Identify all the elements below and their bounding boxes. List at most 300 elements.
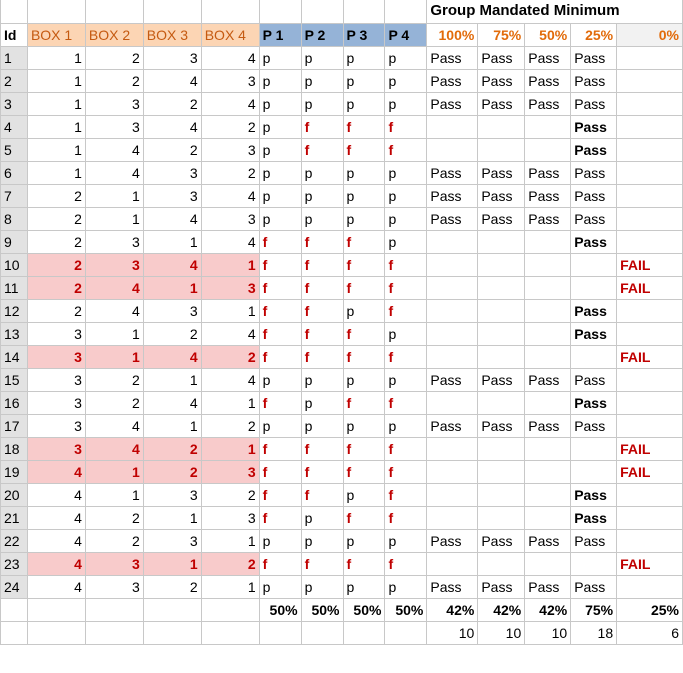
- threshold-0-result[interactable]: [617, 161, 683, 184]
- cell-blank[interactable]: [385, 621, 427, 644]
- p1-cell[interactable]: f: [259, 483, 301, 506]
- p3-cell[interactable]: f: [343, 345, 385, 368]
- p1-pass-rate[interactable]: 50%: [259, 598, 301, 621]
- box3-cell[interactable]: 3: [143, 46, 201, 69]
- box3-cell[interactable]: 1: [143, 414, 201, 437]
- threshold-100-result[interactable]: Pass: [427, 69, 478, 92]
- threshold-100-result[interactable]: Pass: [427, 414, 478, 437]
- p3-cell[interactable]: f: [343, 460, 385, 483]
- p2-cell[interactable]: f: [301, 138, 343, 161]
- p2-cell[interactable]: p: [301, 414, 343, 437]
- p3-cell[interactable]: f: [343, 552, 385, 575]
- p4-cell[interactable]: f: [385, 483, 427, 506]
- threshold-50-rate[interactable]: 42%: [525, 598, 571, 621]
- box3-cell[interactable]: 4: [143, 345, 201, 368]
- p2-cell[interactable]: f: [301, 437, 343, 460]
- id-header[interactable]: Id: [1, 23, 28, 46]
- threshold-0-result[interactable]: FAIL: [617, 276, 683, 299]
- p1-cell[interactable]: p: [259, 368, 301, 391]
- threshold-100-result[interactable]: [427, 552, 478, 575]
- box1-cell[interactable]: 3: [27, 368, 85, 391]
- p3-cell[interactable]: f: [343, 322, 385, 345]
- box4-cell[interactable]: 2: [201, 161, 259, 184]
- p3-cell[interactable]: f: [343, 115, 385, 138]
- threshold-75-result[interactable]: [478, 322, 525, 345]
- threshold-25-result[interactable]: Pass: [571, 115, 617, 138]
- p3-cell[interactable]: f: [343, 437, 385, 460]
- row-id-cell[interactable]: 24: [1, 575, 28, 598]
- cell-blank[interactable]: [27, 598, 85, 621]
- box1-header[interactable]: BOX 1: [27, 23, 85, 46]
- p4-cell[interactable]: p: [385, 529, 427, 552]
- row-id-cell[interactable]: 8: [1, 207, 28, 230]
- threshold-50-result[interactable]: [525, 506, 571, 529]
- threshold-0-rate[interactable]: 25%: [617, 598, 683, 621]
- threshold-0-result[interactable]: [617, 184, 683, 207]
- threshold-0-result[interactable]: [617, 575, 683, 598]
- row-id-cell[interactable]: 16: [1, 391, 28, 414]
- threshold-25-result[interactable]: Pass: [571, 483, 617, 506]
- box3-cell[interactable]: 3: [143, 483, 201, 506]
- threshold-25-result[interactable]: Pass: [571, 207, 617, 230]
- box3-header[interactable]: BOX 3: [143, 23, 201, 46]
- box2-cell[interactable]: 4: [85, 414, 143, 437]
- threshold-0-result[interactable]: FAIL: [617, 552, 683, 575]
- threshold-0-result[interactable]: [617, 391, 683, 414]
- box1-cell[interactable]: 2: [27, 230, 85, 253]
- box3-cell[interactable]: 3: [143, 529, 201, 552]
- row-id-cell[interactable]: 15: [1, 368, 28, 391]
- box2-cell[interactable]: 2: [85, 506, 143, 529]
- threshold-25-result[interactable]: Pass: [571, 506, 617, 529]
- p1-cell[interactable]: p: [259, 575, 301, 598]
- box4-cell[interactable]: 3: [201, 460, 259, 483]
- p2-cell[interactable]: p: [301, 575, 343, 598]
- threshold-100-result[interactable]: [427, 253, 478, 276]
- row-id-cell[interactable]: 19: [1, 460, 28, 483]
- threshold-25-result[interactable]: [571, 253, 617, 276]
- box3-cell[interactable]: 4: [143, 253, 201, 276]
- p3-cell[interactable]: p: [343, 483, 385, 506]
- cell-blank[interactable]: [201, 598, 259, 621]
- p3-cell[interactable]: f: [343, 253, 385, 276]
- threshold-0-result[interactable]: [617, 46, 683, 69]
- cell-blank[interactable]: [259, 0, 301, 23]
- box1-cell[interactable]: 2: [27, 253, 85, 276]
- threshold-50-result[interactable]: [525, 391, 571, 414]
- threshold-75-result[interactable]: [478, 138, 525, 161]
- cell-blank[interactable]: [143, 621, 201, 644]
- p1-cell[interactable]: p: [259, 414, 301, 437]
- p2-cell[interactable]: p: [301, 46, 343, 69]
- box3-cell[interactable]: 1: [143, 552, 201, 575]
- p1-cell[interactable]: f: [259, 552, 301, 575]
- threshold-25-result[interactable]: Pass: [571, 391, 617, 414]
- p3-cell[interactable]: p: [343, 575, 385, 598]
- box4-cell[interactable]: 4: [201, 46, 259, 69]
- box2-cell[interactable]: 1: [85, 322, 143, 345]
- p1-cell[interactable]: f: [259, 322, 301, 345]
- threshold-50-result[interactable]: [525, 299, 571, 322]
- p2-header[interactable]: P 2: [301, 23, 343, 46]
- p1-cell[interactable]: p: [259, 69, 301, 92]
- box3-cell[interactable]: 3: [143, 161, 201, 184]
- threshold-25-result[interactable]: [571, 437, 617, 460]
- threshold-100-result[interactable]: [427, 437, 478, 460]
- threshold-75-result[interactable]: [478, 230, 525, 253]
- box2-cell[interactable]: 1: [85, 345, 143, 368]
- row-id-cell[interactable]: 5: [1, 138, 28, 161]
- p1-cell[interactable]: f: [259, 299, 301, 322]
- threshold-50-result[interactable]: Pass: [525, 69, 571, 92]
- p4-cell[interactable]: f: [385, 391, 427, 414]
- box4-cell[interactable]: 1: [201, 575, 259, 598]
- threshold-25-result[interactable]: Pass: [571, 184, 617, 207]
- threshold-25-result[interactable]: [571, 345, 617, 368]
- threshold-25-result[interactable]: Pass: [571, 575, 617, 598]
- row-id-cell[interactable]: 14: [1, 345, 28, 368]
- cell-blank[interactable]: [259, 621, 301, 644]
- box1-cell[interactable]: 2: [27, 276, 85, 299]
- threshold-100-result[interactable]: [427, 460, 478, 483]
- cell-blank[interactable]: [1, 598, 28, 621]
- box1-cell[interactable]: 4: [27, 506, 85, 529]
- box2-cell[interactable]: 1: [85, 207, 143, 230]
- threshold-25-result[interactable]: [571, 276, 617, 299]
- p2-cell[interactable]: p: [301, 161, 343, 184]
- threshold-75-result[interactable]: Pass: [478, 207, 525, 230]
- box4-cell[interactable]: 3: [201, 276, 259, 299]
- p3-cell[interactable]: p: [343, 92, 385, 115]
- threshold-50-header[interactable]: 50%: [525, 23, 571, 46]
- threshold-0-result[interactable]: [617, 69, 683, 92]
- threshold-25-result[interactable]: Pass: [571, 69, 617, 92]
- threshold-100-result[interactable]: Pass: [427, 184, 478, 207]
- box2-cell[interactable]: 4: [85, 276, 143, 299]
- p4-pass-rate[interactable]: 50%: [385, 598, 427, 621]
- threshold-25-header[interactable]: 25%: [571, 23, 617, 46]
- box3-cell[interactable]: 4: [143, 115, 201, 138]
- p4-cell[interactable]: f: [385, 552, 427, 575]
- threshold-0-result[interactable]: FAIL: [617, 437, 683, 460]
- cell-blank[interactable]: [201, 621, 259, 644]
- box4-header[interactable]: BOX 4: [201, 23, 259, 46]
- box4-cell[interactable]: 2: [201, 115, 259, 138]
- threshold-50-result[interactable]: [525, 345, 571, 368]
- box3-cell[interactable]: 1: [143, 368, 201, 391]
- p3-cell[interactable]: f: [343, 391, 385, 414]
- p3-cell[interactable]: p: [343, 161, 385, 184]
- threshold-0-result[interactable]: [617, 138, 683, 161]
- p4-cell[interactable]: f: [385, 253, 427, 276]
- box1-cell[interactable]: 4: [27, 529, 85, 552]
- box1-cell[interactable]: 4: [27, 552, 85, 575]
- p3-pass-rate[interactable]: 50%: [343, 598, 385, 621]
- row-id-cell[interactable]: 21: [1, 506, 28, 529]
- p4-cell[interactable]: p: [385, 92, 427, 115]
- p2-cell[interactable]: p: [301, 391, 343, 414]
- threshold-75-result[interactable]: Pass: [478, 69, 525, 92]
- p1-cell[interactable]: f: [259, 276, 301, 299]
- p4-cell[interactable]: f: [385, 115, 427, 138]
- threshold-25-result[interactable]: [571, 460, 617, 483]
- threshold-25-result[interactable]: Pass: [571, 414, 617, 437]
- p2-cell[interactable]: f: [301, 345, 343, 368]
- row-id-cell[interactable]: 7: [1, 184, 28, 207]
- row-id-cell[interactable]: 2: [1, 69, 28, 92]
- box3-cell[interactable]: 3: [143, 299, 201, 322]
- threshold-75-result[interactable]: Pass: [478, 184, 525, 207]
- threshold-75-result[interactable]: [478, 345, 525, 368]
- threshold-0-result[interactable]: [617, 115, 683, 138]
- p1-cell[interactable]: f: [259, 506, 301, 529]
- threshold-75-result[interactable]: Pass: [478, 575, 525, 598]
- threshold-0-result[interactable]: [617, 299, 683, 322]
- threshold-0-result[interactable]: [617, 230, 683, 253]
- threshold-75-result[interactable]: Pass: [478, 92, 525, 115]
- box2-header[interactable]: BOX 2: [85, 23, 143, 46]
- row-id-cell[interactable]: 10: [1, 253, 28, 276]
- box1-cell[interactable]: 2: [27, 184, 85, 207]
- threshold-50-result[interactable]: Pass: [525, 368, 571, 391]
- p2-cell[interactable]: p: [301, 207, 343, 230]
- row-id-cell[interactable]: 3: [1, 92, 28, 115]
- threshold-100-result[interactable]: [427, 115, 478, 138]
- threshold-50-result[interactable]: [525, 253, 571, 276]
- box4-cell[interactable]: 3: [201, 138, 259, 161]
- threshold-0-result[interactable]: [617, 92, 683, 115]
- p3-cell[interactable]: p: [343, 184, 385, 207]
- p4-cell[interactable]: p: [385, 322, 427, 345]
- threshold-50-result[interactable]: Pass: [525, 575, 571, 598]
- row-id-cell[interactable]: 13: [1, 322, 28, 345]
- threshold-100-result[interactable]: [427, 483, 478, 506]
- box2-cell[interactable]: 3: [85, 575, 143, 598]
- threshold-50-count[interactable]: 10: [525, 621, 571, 644]
- threshold-50-result[interactable]: [525, 276, 571, 299]
- threshold-0-header[interactable]: 0%: [617, 23, 683, 46]
- threshold-0-result[interactable]: [617, 207, 683, 230]
- p2-cell[interactable]: f: [301, 115, 343, 138]
- threshold-50-result[interactable]: [525, 230, 571, 253]
- box3-cell[interactable]: 3: [143, 184, 201, 207]
- threshold-100-result[interactable]: [427, 506, 478, 529]
- box1-cell[interactable]: 1: [27, 115, 85, 138]
- threshold-100-result[interactable]: Pass: [427, 161, 478, 184]
- threshold-75-result[interactable]: [478, 437, 525, 460]
- threshold-100-result[interactable]: [427, 230, 478, 253]
- threshold-0-result[interactable]: FAIL: [617, 345, 683, 368]
- cell-blank[interactable]: [143, 598, 201, 621]
- p3-cell[interactable]: f: [343, 230, 385, 253]
- box2-cell[interactable]: 2: [85, 69, 143, 92]
- threshold-50-result[interactable]: Pass: [525, 207, 571, 230]
- p4-cell[interactable]: p: [385, 368, 427, 391]
- row-id-cell[interactable]: 1: [1, 46, 28, 69]
- threshold-0-result[interactable]: [617, 506, 683, 529]
- threshold-0-result[interactable]: [617, 322, 683, 345]
- box4-cell[interactable]: 4: [201, 322, 259, 345]
- cell-blank[interactable]: [27, 621, 85, 644]
- threshold-50-result[interactable]: [525, 460, 571, 483]
- threshold-50-result[interactable]: Pass: [525, 184, 571, 207]
- threshold-75-result[interactable]: [478, 115, 525, 138]
- threshold-0-result[interactable]: FAIL: [617, 460, 683, 483]
- threshold-50-result[interactable]: Pass: [525, 529, 571, 552]
- cell-blank[interactable]: [385, 0, 427, 23]
- p2-cell[interactable]: f: [301, 253, 343, 276]
- threshold-100-result[interactable]: Pass: [427, 575, 478, 598]
- threshold-75-result[interactable]: [478, 276, 525, 299]
- threshold-50-result[interactable]: Pass: [525, 92, 571, 115]
- row-id-cell[interactable]: 20: [1, 483, 28, 506]
- threshold-50-result[interactable]: [525, 115, 571, 138]
- p1-cell[interactable]: f: [259, 391, 301, 414]
- p3-cell[interactable]: f: [343, 138, 385, 161]
- box2-cell[interactable]: 3: [85, 230, 143, 253]
- box2-cell[interactable]: 1: [85, 460, 143, 483]
- p3-cell[interactable]: p: [343, 46, 385, 69]
- group-mandated-minimum-title[interactable]: Group Mandated Minimum: [427, 0, 683, 23]
- p3-cell[interactable]: p: [343, 299, 385, 322]
- p1-cell[interactable]: f: [259, 460, 301, 483]
- threshold-100-result[interactable]: Pass: [427, 92, 478, 115]
- p2-cell[interactable]: f: [301, 322, 343, 345]
- box2-cell[interactable]: 2: [85, 391, 143, 414]
- threshold-100-result[interactable]: Pass: [427, 529, 478, 552]
- p1-cell[interactable]: p: [259, 115, 301, 138]
- threshold-0-result[interactable]: [617, 529, 683, 552]
- p4-cell[interactable]: f: [385, 138, 427, 161]
- box4-cell[interactable]: 1: [201, 437, 259, 460]
- box4-cell[interactable]: 1: [201, 391, 259, 414]
- p4-cell[interactable]: p: [385, 575, 427, 598]
- box4-cell[interactable]: 4: [201, 92, 259, 115]
- box2-cell[interactable]: 3: [85, 552, 143, 575]
- box4-cell[interactable]: 2: [201, 414, 259, 437]
- box4-cell[interactable]: 2: [201, 483, 259, 506]
- threshold-50-result[interactable]: Pass: [525, 414, 571, 437]
- box4-cell[interactable]: 2: [201, 552, 259, 575]
- p1-cell[interactable]: p: [259, 529, 301, 552]
- p4-cell[interactable]: p: [385, 161, 427, 184]
- box1-cell[interactable]: 3: [27, 322, 85, 345]
- threshold-50-result[interactable]: Pass: [525, 161, 571, 184]
- cell-blank[interactable]: [301, 621, 343, 644]
- threshold-100-result[interactable]: Pass: [427, 207, 478, 230]
- cell-blank[interactable]: [85, 598, 143, 621]
- row-id-cell[interactable]: 23: [1, 552, 28, 575]
- threshold-25-result[interactable]: Pass: [571, 138, 617, 161]
- cell-blank[interactable]: [343, 621, 385, 644]
- box1-cell[interactable]: 2: [27, 207, 85, 230]
- threshold-100-result[interactable]: [427, 345, 478, 368]
- threshold-75-result[interactable]: Pass: [478, 161, 525, 184]
- threshold-50-result[interactable]: [525, 322, 571, 345]
- cell-blank[interactable]: [27, 0, 85, 23]
- threshold-75-result[interactable]: Pass: [478, 368, 525, 391]
- p3-cell[interactable]: p: [343, 529, 385, 552]
- threshold-75-result[interactable]: Pass: [478, 414, 525, 437]
- p2-cell[interactable]: p: [301, 92, 343, 115]
- p2-cell[interactable]: p: [301, 184, 343, 207]
- box4-cell[interactable]: 4: [201, 230, 259, 253]
- threshold-75-result[interactable]: [478, 253, 525, 276]
- box2-cell[interactable]: 3: [85, 115, 143, 138]
- box3-cell[interactable]: 2: [143, 437, 201, 460]
- threshold-50-result[interactable]: [525, 437, 571, 460]
- p4-cell[interactable]: p: [385, 69, 427, 92]
- p1-cell[interactable]: f: [259, 253, 301, 276]
- p2-cell[interactable]: f: [301, 552, 343, 575]
- box1-cell[interactable]: 4: [27, 483, 85, 506]
- box4-cell[interactable]: 2: [201, 345, 259, 368]
- box1-cell[interactable]: 2: [27, 299, 85, 322]
- box4-cell[interactable]: 4: [201, 368, 259, 391]
- p3-cell[interactable]: p: [343, 368, 385, 391]
- p1-header[interactable]: P 1: [259, 23, 301, 46]
- box3-cell[interactable]: 4: [143, 391, 201, 414]
- p1-cell[interactable]: p: [259, 161, 301, 184]
- p2-pass-rate[interactable]: 50%: [301, 598, 343, 621]
- row-id-cell[interactable]: 9: [1, 230, 28, 253]
- p3-header[interactable]: P 3: [343, 23, 385, 46]
- threshold-0-result[interactable]: [617, 368, 683, 391]
- p2-cell[interactable]: f: [301, 299, 343, 322]
- p1-cell[interactable]: p: [259, 46, 301, 69]
- p1-cell[interactable]: f: [259, 345, 301, 368]
- threshold-25-rate[interactable]: 75%: [571, 598, 617, 621]
- cell-blank[interactable]: [1, 0, 28, 23]
- box3-cell[interactable]: 2: [143, 138, 201, 161]
- threshold-100-result[interactable]: [427, 276, 478, 299]
- box1-cell[interactable]: 1: [27, 69, 85, 92]
- box3-cell[interactable]: 2: [143, 92, 201, 115]
- box3-cell[interactable]: 1: [143, 506, 201, 529]
- box2-cell[interactable]: 2: [85, 529, 143, 552]
- cell-blank[interactable]: [343, 0, 385, 23]
- threshold-25-count[interactable]: 18: [571, 621, 617, 644]
- box3-cell[interactable]: 4: [143, 69, 201, 92]
- threshold-25-result[interactable]: Pass: [571, 230, 617, 253]
- row-id-cell[interactable]: 4: [1, 115, 28, 138]
- threshold-75-result[interactable]: [478, 552, 525, 575]
- box1-cell[interactable]: 3: [27, 391, 85, 414]
- box2-cell[interactable]: 1: [85, 483, 143, 506]
- box4-cell[interactable]: 1: [201, 299, 259, 322]
- box1-cell[interactable]: 1: [27, 161, 85, 184]
- p3-cell[interactable]: f: [343, 506, 385, 529]
- box1-cell[interactable]: 4: [27, 575, 85, 598]
- threshold-100-result[interactable]: [427, 322, 478, 345]
- box3-cell[interactable]: 2: [143, 322, 201, 345]
- threshold-75-header[interactable]: 75%: [478, 23, 525, 46]
- p4-cell[interactable]: f: [385, 276, 427, 299]
- box3-cell[interactable]: 1: [143, 276, 201, 299]
- p4-cell[interactable]: f: [385, 506, 427, 529]
- p2-cell[interactable]: f: [301, 276, 343, 299]
- box2-cell[interactable]: 4: [85, 161, 143, 184]
- cell-blank[interactable]: [85, 621, 143, 644]
- cell-blank[interactable]: [201, 0, 259, 23]
- threshold-75-result[interactable]: [478, 483, 525, 506]
- p3-cell[interactable]: p: [343, 69, 385, 92]
- threshold-50-result[interactable]: [525, 483, 571, 506]
- p4-cell[interactable]: p: [385, 230, 427, 253]
- threshold-75-result[interactable]: [478, 506, 525, 529]
- box1-cell[interactable]: 4: [27, 460, 85, 483]
- threshold-100-result[interactable]: [427, 138, 478, 161]
